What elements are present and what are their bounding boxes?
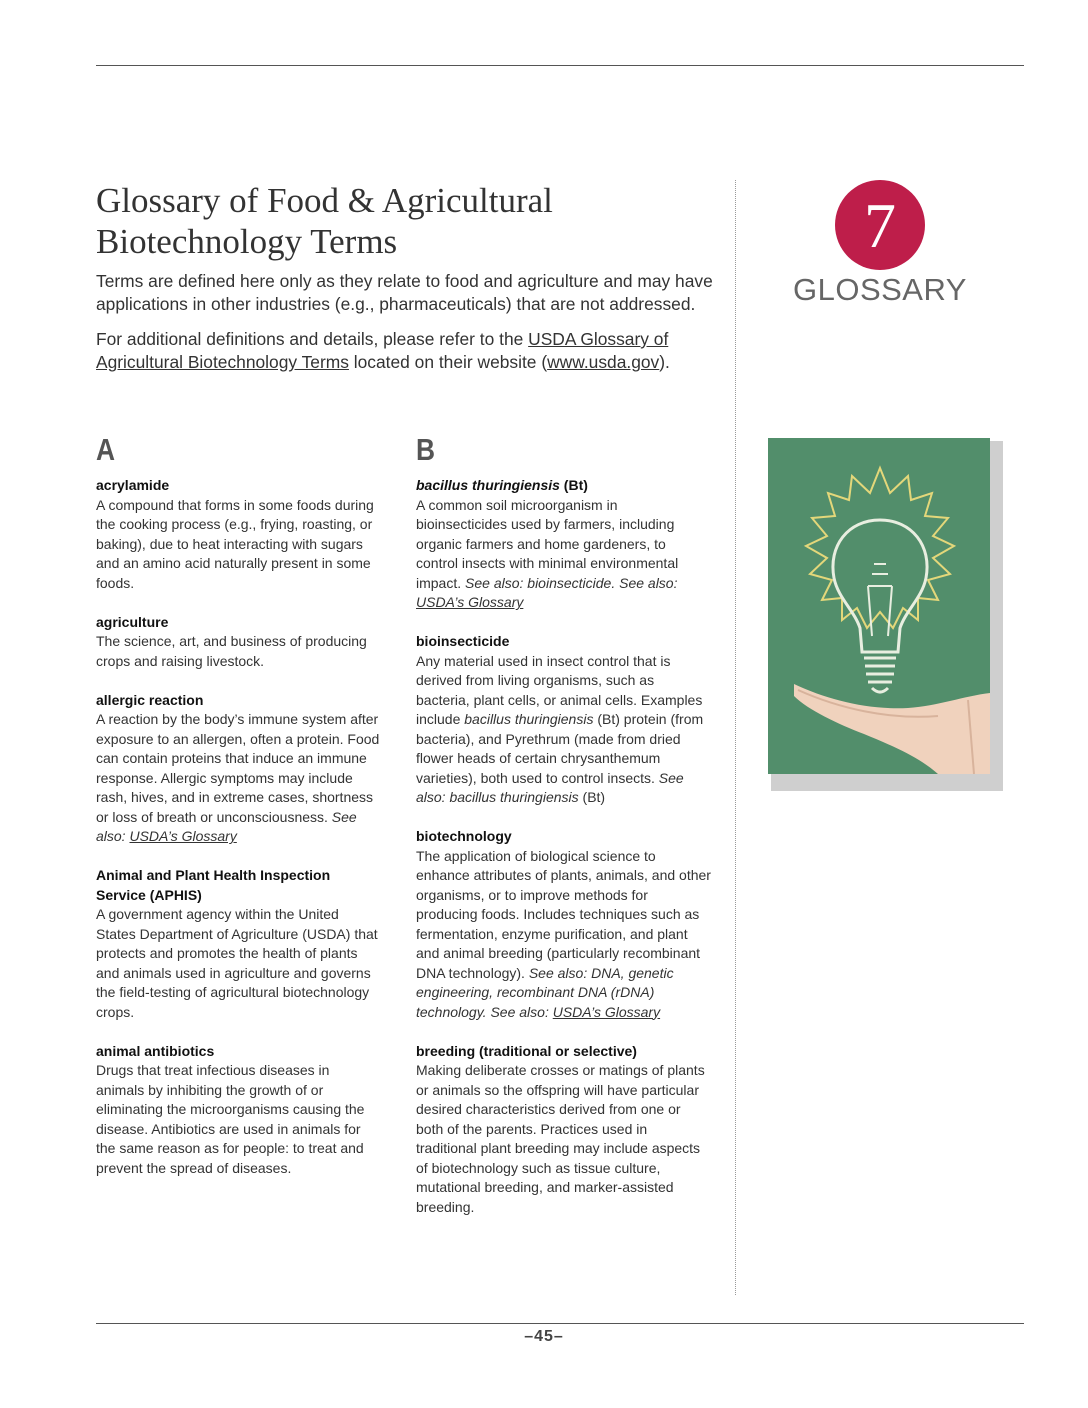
entry-definition: A compound that forms in some foods during the cooking process (e.g., frying, roasting, or baking), due to heat interacting with sugars and an amino acid naturally present in some foods. — [96, 496, 374, 591]
chapter-marker — [780, 180, 980, 308]
usda-website-link[interactable]: www.usda.gov — [547, 352, 660, 372]
glossary-entry — [416, 632, 711, 808]
entry-definition: Making deliberate crosses or matings of plants or animals so the offspring will have particular desired characteristics derived from one or both of the parents. Practices used in traditional plant breeding may include aspects of biotechnology such as tissue culture, mutational breeding, and marker-assisted breeding. — [416, 1062, 705, 1215]
glossary-entry — [96, 613, 381, 672]
section-letter-b: B — [416, 432, 436, 467]
entry-term: biotechnology — [416, 828, 512, 844]
bottom-rule — [96, 1323, 1024, 1324]
usda-glossary-link[interactable]: USDA’s Glossary — [416, 594, 524, 610]
page-number: –45– — [524, 1328, 564, 1345]
usda-glossary-link[interactable]: USDA’s Glossary — [129, 828, 237, 844]
intro-paragraph-2: For additional definitions and details, please refer to the USDA Glossary of Agricultural Biotechnology Terms located on their website (www.usda.gov). — [96, 329, 670, 372]
usda-glossary-link[interactable]: USDA’s Glossary — [552, 1003, 661, 1020]
entry-term: Animal and Plant Health Inspection Service (APHIS) — [96, 867, 331, 903]
entry-definition: A reaction by the body’s immune system after exposure to an allergen, often a protein. Food can contain proteins that induce an immune response. Allergic symptoms may include rash, hives, and in extreme cases, shortness or loss of breath or unconsciousness. See also: USDA’s Glossary — [96, 711, 380, 844]
entry-term: bacillus thuringiensis (Bt) — [416, 477, 588, 493]
top-rule — [96, 65, 1024, 66]
glossary-entry — [96, 476, 381, 593]
chapter-label: GLOSSARY — [792, 272, 967, 307]
glossary-entry — [416, 827, 711, 1022]
intro-paragraph-1: Terms are defined here only as they relate to food and agriculture and may have applications in other industries (e.g., pharmaceuticals) that are not addressed. — [96, 271, 713, 314]
entry-definition: Any material used in insect control that is derived from living organisms, such as bacteria, plant cells, or animal cells. Examples include bacillus thuringiensis (Bt) protein (from bacteria), and Pyrethrum (made from dried flower heads of certain chrysanthemum varieties), both used to control insects. See also: bacillus thuringiensis (Bt) — [416, 652, 704, 805]
entry-definition: A common soil microorganism in bioinsecticides used by farmers, including organic farmers and home gardeners, to control insects with minimal environmental impact. See also: bioinsecticide. See also: USDA’s Glossary — [416, 496, 679, 610]
entry-term: bioinsecticide — [416, 633, 510, 649]
entry-term: breeding (traditional or selective) — [416, 1042, 637, 1059]
glossary-entry — [96, 1042, 381, 1179]
entry-term: agriculture — [96, 613, 169, 630]
entry-definition: Drugs that treat infectious diseases in animals by inhibiting the growth of or eliminating the microorganisms causing the disease. Antibiotics are used in animals for the same reason as for people: to treat and prevent the spread of diseases. — [96, 1062, 365, 1176]
glossary-entry — [96, 866, 381, 1022]
section-letter-a: A — [96, 432, 116, 467]
glossary-entry — [96, 691, 381, 847]
usda-glossary-link[interactable]: USDA Glossary of Agricultural Biotechnology Terms — [96, 329, 669, 372]
glossary-entry — [416, 476, 711, 613]
glossary-entry — [416, 1042, 711, 1218]
chapter-number-badge: 7 — [835, 180, 925, 270]
column-b — [416, 430, 711, 1237]
lightbulb-hand-photo — [768, 438, 990, 774]
entry-term: animal antibiotics — [96, 1042, 215, 1059]
entry-term: allergic reaction — [96, 691, 204, 708]
entry-definition: The application of biological science to enhance attributes of plants, animals, and other organisms, or to improve methods for producing foods. Includes techniques such as fermentation, enzyme purification, and plant and animal breeding (particularly recombinant DNA technology). See also: DNA, genetic engineering, recombinant DNA (rDNA) technology. See also: USDA’s Glossary — [416, 847, 711, 1020]
lightbulb-icon — [768, 438, 990, 774]
entry-term: acrylamide — [96, 477, 170, 493]
entry-definition: The science, art, and business of producing crops and raising livestock. — [96, 633, 367, 669]
page-title: Glossary of Food & Agricultural Biotechnology Terms — [96, 181, 553, 261]
column-a — [96, 430, 381, 1198]
column-divider — [735, 180, 736, 1295]
entry-definition: A government agency within the United States Department of Agriculture (USDA) that protects and promotes the health of plants and animals used in agriculture and governs the field-testing of agricultural biotechnology crops. — [96, 906, 378, 1020]
